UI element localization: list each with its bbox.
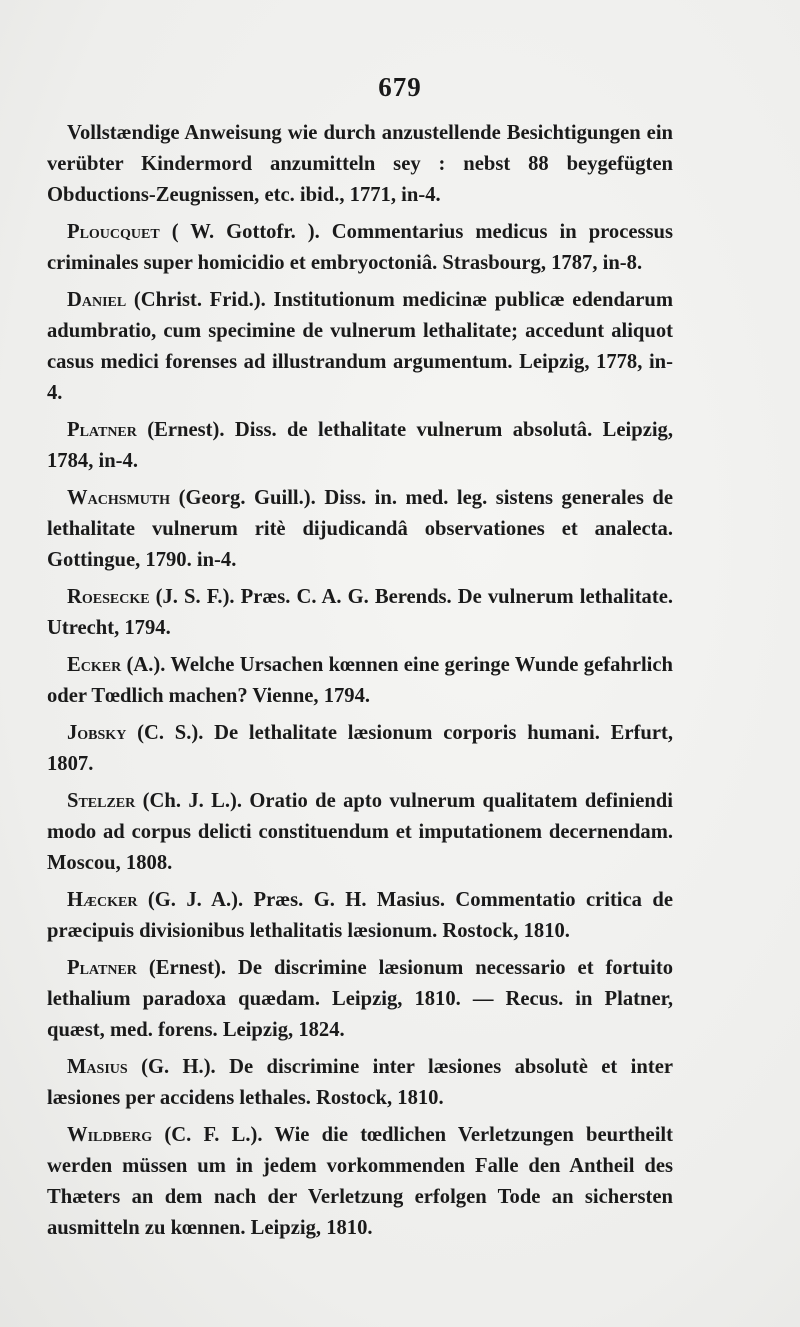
bibliography-list bbox=[47, 118, 673, 1250]
entry-text: (G. J. A.). Præs. G. H. Masius. Commentatio critica de præcipuis divisionibus lethalitatis læsionum. Rostock, 1810. bbox=[47, 889, 673, 942]
entry-text: (J. S. F.). Præs. C. A. G. Berends. De vulnerum lethalitate. Utrecht, 1794. bbox=[47, 586, 673, 639]
entry-author: Platner bbox=[67, 419, 137, 441]
entry-author: Masius bbox=[67, 1056, 128, 1078]
entry-author: Ploucquet bbox=[67, 221, 160, 243]
entry-text: (A.). Welche Ursachen kœnnen eine geringe Wunde gefahrlich oder Tœdlich machen? Vienne, 1794. bbox=[47, 654, 673, 707]
entry-author: Roesecke bbox=[67, 586, 150, 608]
entry-text: (C. S.). De lethalitate læsionum corporis humani. Erfurt, 1807. bbox=[47, 722, 673, 775]
bibliography-entry bbox=[47, 483, 673, 576]
entry-author: Stelzer bbox=[67, 790, 136, 812]
entry-text: (Ch. J. L.). Oratio de apto vulnerum qualitatem definiendi modo ad corpus delicti constituendum et imputationem decernendam. Moscou, 1808. bbox=[47, 790, 673, 874]
entry-text: (C. F. L.). Wie die tœdlichen Verletzungen beurtheilt werden müssen um in jedem vorkommenden Falle den Antheil des Thæters an dem nach der Verletzung erfolgen Tode an sichersten ausmitteln zu kœnnen. Leipzig, 1810. bbox=[47, 1124, 673, 1239]
bibliography-entry bbox=[47, 786, 673, 879]
bibliography-entry bbox=[47, 1052, 673, 1114]
entry-author: Wachsmuth bbox=[67, 487, 171, 509]
entry-author: Daniel bbox=[67, 289, 127, 311]
page-number: 679 bbox=[378, 72, 422, 102]
entry-text: (Ernest). Diss. de lethalitate vulnerum absolutâ. Leipzig, 1784, in-4. bbox=[47, 419, 673, 472]
entry-text: (Christ. Frid.). Institutionum medicinæ publicæ edendarum adumbratio, cum specimine de vulnerum lethalitate; accedunt aliquot casus medici forenses ad illustrandum argumentum. Leipzig, 1778, in-4. bbox=[47, 289, 673, 404]
entry-text: ( W. Gottofr. ). Commentarius medicus in processus criminales super homicidio et embryoctoniâ. Strasbourg, 1787, in-8. bbox=[47, 221, 673, 274]
entry-author: Platner bbox=[67, 957, 137, 979]
bibliography-entry bbox=[47, 118, 673, 211]
entry-author: Jobsky bbox=[67, 722, 127, 744]
entry-text: Vollstændige Anweisung wie durch anzustellende Besichtigungen ein verübter Kindermord anzumitteln sey : nebst 88 beygefügten Obductions-Zeugnissen, etc. ibid., 1771, in-4. bbox=[47, 122, 673, 206]
bibliography-entry bbox=[47, 885, 673, 947]
bibliography-entry bbox=[47, 1120, 673, 1244]
bibliography-entry bbox=[47, 217, 673, 279]
bibliography-entry bbox=[47, 953, 673, 1046]
bibliography-entry bbox=[47, 650, 673, 712]
entry-text: (G. H.). De discrimine inter læsiones absolutè et inter læsiones per accidens lethales. Rostock, 1810. bbox=[47, 1056, 673, 1109]
entry-text: (Georg. Guill.). Diss. in. med. leg. sistens generales de lethalitate vulnerum ritè dijudicandâ observationes et analecta. Gottingue, 1790. in-4. bbox=[47, 487, 673, 571]
bibliography-entry bbox=[47, 718, 673, 780]
entry-author: Wildberg bbox=[67, 1124, 153, 1146]
entry-text: (Ernest). De discrimine læsionum necessario et fortuito lethalium paradoxa quædam. Leipzig, 1810. — Recus. in Platner, quæst, med. forens. Leipzig, 1824. bbox=[47, 957, 673, 1041]
entry-author: Hæcker bbox=[67, 889, 138, 911]
entry-author: Ecker bbox=[67, 654, 122, 676]
bibliography-entry bbox=[47, 285, 673, 409]
bibliography-entry bbox=[47, 415, 673, 477]
bibliography-entry bbox=[47, 582, 673, 644]
